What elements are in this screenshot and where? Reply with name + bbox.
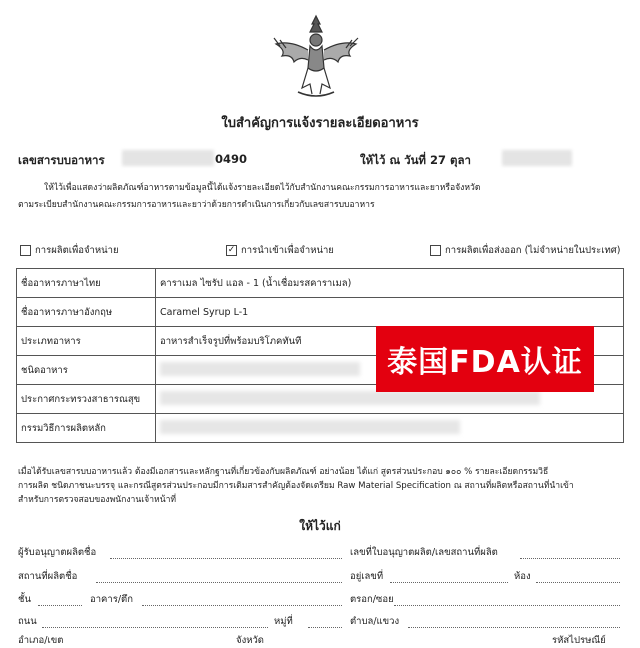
row-label: กรรมวิธีการผลิตหลัก: [17, 414, 156, 443]
registration-label: เลขสารบบอาหาร: [18, 153, 105, 167]
road-line: [42, 626, 268, 628]
house-no-label: อยู่เลขที่: [350, 571, 384, 582]
alley-label: ตรอก/ซอย: [350, 594, 394, 605]
moo-line: [308, 626, 342, 628]
registration-row: [18, 150, 622, 170]
row-value-redacted: [156, 414, 624, 443]
moo-label: หมู่ที่: [274, 616, 293, 627]
house-no-line: [390, 581, 508, 583]
province-label: จังหวัด: [236, 635, 264, 646]
place-label: สถานที่ผลิตชื่อ: [18, 571, 78, 582]
table-row: [17, 269, 624, 298]
row-label: ชนิดอาหาร: [17, 356, 156, 385]
checkbox-manufacture: [20, 245, 31, 256]
checkbox-import: [226, 245, 237, 256]
requirements-text: [18, 465, 626, 507]
issued-date-label: ให้ไว้ ณ วันที่ 27 ตุลา: [360, 153, 471, 167]
subdistrict-line: [408, 626, 620, 628]
redacted-date: [502, 150, 572, 166]
requirements-line-1: เมื่อได้รับเลขสารบบอาหารแล้ว ต้องมีเอกสารและหลักฐานที่เกี่ยวข้องกับผลิตภัณฑ์ อย่างน้อย ได้แก่ สูตรส่วนประกอบ ๑๐๐ % รายละเอียดกรรมวิธี: [18, 467, 549, 477]
intro-line-2: ตามระเบียบสำนักงานคณะกรรมการอาหารและยาว่าด้วยการดำเนินการเกี่ยวกับเลขสารบบอาหาร: [18, 200, 375, 210]
purpose-manufacture-label: การผลิตเพื่อจำหน่าย: [35, 245, 119, 256]
purpose-manufacture: [20, 243, 119, 258]
district-label: อำเภอ/เขต: [18, 635, 64, 646]
place-line: [96, 581, 342, 583]
subdistrict-label: ตำบล/แขวง: [350, 616, 400, 627]
requirements-line-3: สำหรับการตรวจสอบของพนักงานเจ้าหน้าที่: [18, 495, 177, 505]
building-line: [142, 604, 342, 606]
floor-line: [38, 604, 82, 606]
registration-number: 0490: [215, 152, 248, 166]
purpose-export-label: การผลิตเพื่อส่งออก (ไม่จำหน่ายในประเทศ): [445, 245, 621, 256]
building-label: อาคาร/ตึก: [90, 594, 133, 605]
row-label: ชื่ออาหารภาษาอังกฤษ: [17, 298, 156, 327]
document-title: ใบสำคัญการแจ้งรายละเอียดอาหาร: [221, 116, 419, 131]
alley-line: [394, 604, 620, 606]
check-mark-icon: ✓: [227, 245, 236, 255]
floor-label: ชั้น: [18, 594, 31, 605]
postcode-label: รหัสไปรษณีย์: [552, 635, 606, 646]
intro-line-1: ให้ไว้เพื่อแสดงว่าผลิตภัณฑ์อาหารตามข้อมูลนี้ได้แจ้งรายละเอียดไว้กับสำนักงานคณะกรรมการอาหารและยาหรือจังหวัด: [44, 183, 481, 193]
purpose-export: [430, 243, 621, 258]
garuda-emblem-icon: [268, 10, 364, 102]
license-no-line: [520, 557, 620, 559]
purpose-import-label: การนำเข้าเพื่อจำหน่าย: [241, 245, 334, 256]
room-line: [536, 581, 620, 583]
road-label: ถนน: [18, 616, 37, 627]
licensee-line: [110, 557, 342, 559]
row-value: Caramel Syrup L-1: [156, 298, 624, 327]
intro-text: [18, 180, 622, 214]
purpose-checkboxes: [18, 243, 622, 259]
purpose-import: [226, 243, 334, 258]
table-row: [17, 414, 624, 443]
fda-certification-badge: 泰国FDA认证: [376, 326, 594, 392]
redacted-number: [122, 150, 214, 166]
row-label: ประกาศกระทรวงสาธารณสุข: [17, 385, 156, 414]
granted-to-heading: ให้ไว้แก่: [299, 519, 341, 533]
row-value: อาหารสำเร็จรูปที่พร้อมบริโภคทันที: [156, 327, 624, 356]
row-label: ประเภทอาหาร: [17, 327, 156, 356]
license-no-label: เลขที่ใบอนุญาตผลิต/เลขสถานที่ผลิต: [350, 547, 498, 558]
room-label: ห้อง: [514, 571, 531, 582]
row-value: คาราเมล ไซรัป แอล - 1 (น้ำเชื่อมรสคาราเมล): [156, 269, 624, 298]
table-row: [17, 298, 624, 327]
licensee-label: ผู้รับอนุญาตผลิตชื่อ: [18, 547, 97, 558]
row-label: ชื่ออาหารภาษาไทย: [17, 269, 156, 298]
requirements-line-2: การผลิต ชนิดภาชนะบรรจุ และกรณีสูตรส่วนประกอบมีการเติมสารสำคัญต้องจัดเตรียม Raw Material Specification ณ สถานที่ผลิตหรือสถานที่นำเข้า: [18, 481, 574, 491]
checkbox-export: [430, 245, 441, 256]
